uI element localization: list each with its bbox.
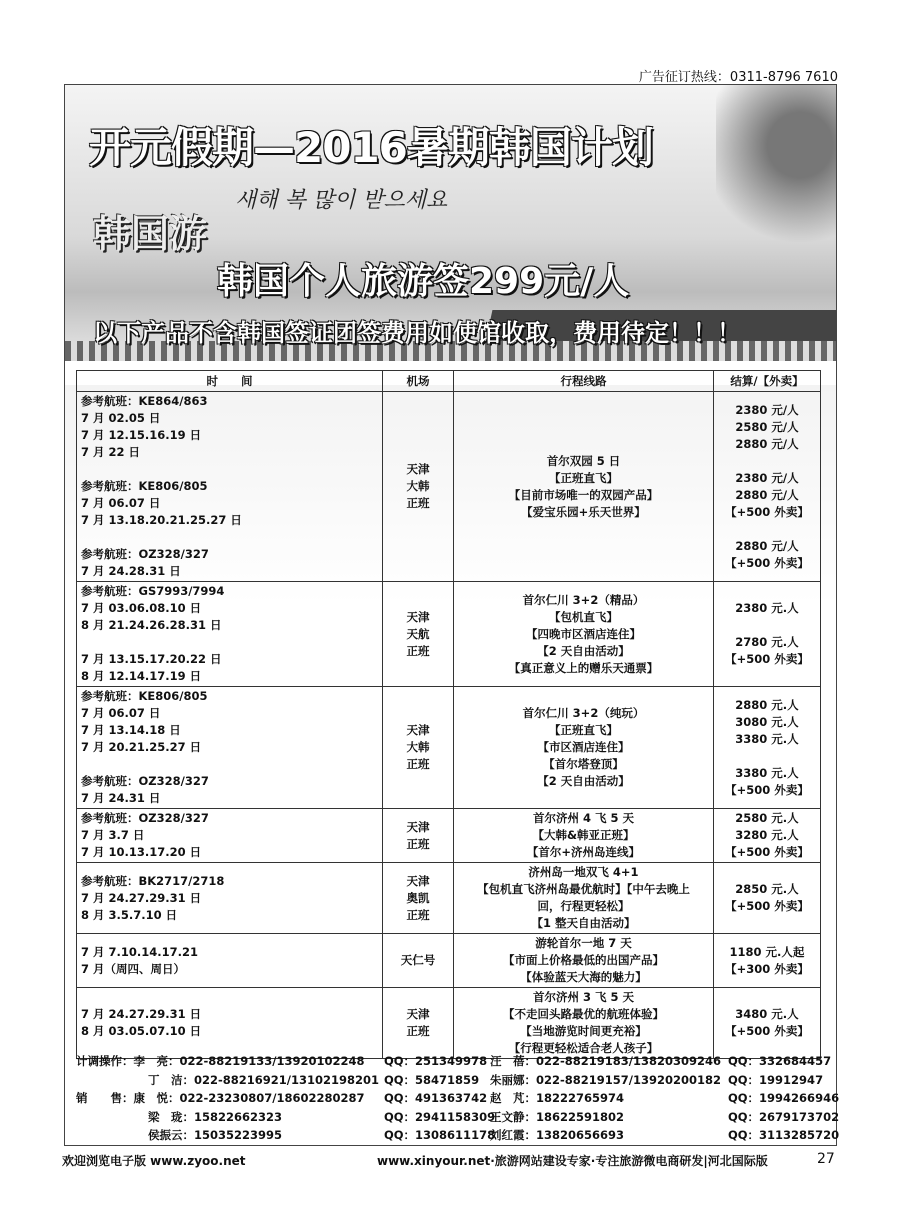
footer-sponsor-link[interactable]: www.xinyour.net·旅游网站建设专家·专注旅游微电商研发|河北国际版 xyxy=(377,1154,768,1168)
price xyxy=(714,988,821,1059)
airport-airline-line: 大韩 xyxy=(406,740,430,754)
contact-row xyxy=(76,1089,840,1108)
airport-airline xyxy=(383,863,454,934)
itinerary-line: 首尔济州 4 飞 5 天 xyxy=(532,811,635,825)
airport-airline xyxy=(383,687,454,809)
departure-dates-line: 7 月 12.15.16.19 日 xyxy=(81,428,202,442)
price-line: 2880 元/人 xyxy=(735,487,799,502)
departure-dates xyxy=(77,582,383,687)
departure-dates-line: 参考航班：GS7993/7994 xyxy=(81,584,225,598)
korean-greeting: 새해 복 많이 받으세요 xyxy=(235,188,448,213)
tour-schedule-table xyxy=(76,370,821,1059)
price-line: 3480 元.人 xyxy=(735,1007,799,1021)
itinerary-line: 【正班直飞】 xyxy=(549,470,618,485)
departure-dates xyxy=(77,934,383,988)
contact-row xyxy=(76,1126,840,1145)
itinerary-line: 【1 整天自由活动】 xyxy=(531,916,636,930)
airport-airline xyxy=(383,582,454,687)
contact-name-phone: 朱丽娜：022-88219157/13920200182 xyxy=(490,1072,722,1087)
contact-name-phone: 丁 洁：022-88216921/13102198201 xyxy=(148,1072,380,1087)
table-row xyxy=(77,863,821,934)
departure-dates-line: 7 月 3.7 日 xyxy=(81,828,145,842)
itinerary-line: 【市面上价格最低的出国产品】 xyxy=(503,953,664,967)
departure-dates-line: 7 月（周四、周日） xyxy=(81,961,186,976)
departure-dates xyxy=(77,988,383,1059)
table-row xyxy=(77,392,821,582)
departure-dates-line: 8 月 12.14.17.19 日 xyxy=(81,669,202,683)
airport-airline xyxy=(383,934,454,988)
price-line: 2850 元.人 xyxy=(735,882,799,896)
itinerary-line: 游轮首尔一地 7 天 xyxy=(535,936,632,950)
itinerary-line: 回，行程更轻松】 xyxy=(537,899,630,913)
itinerary-line: 【爱宝乐园+乐天世界】 xyxy=(521,504,646,519)
airport-airline-line: 正班 xyxy=(406,496,430,510)
departure-dates xyxy=(77,809,383,863)
itinerary-line: 【2 天自由活动】 xyxy=(537,774,630,788)
price-line: 【+500 外卖】 xyxy=(725,1024,809,1038)
airport-airline-line: 正班 xyxy=(406,836,430,851)
price xyxy=(714,582,821,687)
contact-list xyxy=(76,1052,840,1145)
table-row xyxy=(77,687,821,809)
table-header-row xyxy=(77,371,821,392)
airport-airline xyxy=(383,988,454,1059)
contact-name-phone: 王文静：18622591802 xyxy=(490,1109,625,1124)
price xyxy=(714,863,821,934)
page-number: 27 xyxy=(817,1151,835,1167)
col-header-airport: 机场 xyxy=(383,371,454,392)
price-line xyxy=(718,617,816,634)
departure-dates-line: 7 月 24.27.29.31 日 xyxy=(81,890,202,905)
contact-name-phone: 侯振云：15035223995 xyxy=(148,1128,283,1142)
itinerary-line: 【市区酒店连住】 xyxy=(537,740,630,754)
itinerary-line: 【正班直飞】 xyxy=(549,723,618,737)
departure-dates-line: 参考航班：OZ328/327 xyxy=(81,547,209,561)
departure-dates-line: 参考航班：KE806/805 xyxy=(81,689,208,703)
departure-dates-line xyxy=(81,461,378,478)
contact-qq: QQ：1994266946 xyxy=(728,1091,840,1105)
departure-dates-line: 7 月 24.28.31 日 xyxy=(81,564,181,578)
airport-airline-line: 正班 xyxy=(406,1024,430,1038)
itinerary xyxy=(454,988,714,1059)
departure-dates-line: 7 月 13.15.17.20.22 日 xyxy=(81,652,222,666)
departure-dates-line: 7 月 13.14.18 日 xyxy=(81,723,181,737)
price-line: 【+500 外卖】 xyxy=(725,652,809,666)
price-line: 【+500 外卖】 xyxy=(725,555,809,570)
departure-dates-line: 7 月 13.18.20.21.25.27 日 xyxy=(81,513,242,527)
airport-airline xyxy=(383,809,454,863)
airport-airline-line: 天津 xyxy=(406,462,430,476)
itinerary-line: 【四晚市区酒店连住】 xyxy=(526,626,641,641)
price xyxy=(714,392,821,582)
departure-dates-line xyxy=(81,529,378,546)
departure-dates-line: 7 月 03.06.08.10 日 xyxy=(81,601,202,615)
price-line: 3380 元.人 xyxy=(735,765,799,780)
price-line: 2880 元/人 xyxy=(735,538,799,553)
price-line xyxy=(718,453,816,470)
col-header-route: 行程线路 xyxy=(454,371,714,392)
price-line: 【+500 外卖】 xyxy=(725,899,809,913)
page-title: 开元假期—2016暑期韩国计划 xyxy=(89,123,653,172)
contact-qq: QQ：3113285720 xyxy=(728,1128,840,1142)
itinerary xyxy=(454,582,714,687)
itinerary-line: 【2 天自由活动】 xyxy=(537,643,630,658)
table-row xyxy=(77,809,821,863)
itinerary xyxy=(454,934,714,988)
contact-qq: QQ：1308611178 xyxy=(384,1128,496,1142)
itinerary-line: 【首尔+济州岛连线】 xyxy=(526,845,641,859)
price-line: 1180 元.人起 xyxy=(729,944,805,959)
table-row xyxy=(77,934,821,988)
price-line: 3080 元.人 xyxy=(735,714,799,729)
departure-dates-line: 7 月 06.07 日 xyxy=(81,496,161,510)
airport-airline-line: 天津 xyxy=(406,819,430,834)
departure-dates-line: 7 月 10.13.17.20 日 xyxy=(81,845,202,859)
price-line: 2580 元/人 xyxy=(735,419,799,434)
contact-name-phone: 销 售：康 悦：022-23230807/18602280287 xyxy=(76,1091,365,1105)
airport-airline-line: 天仁号 xyxy=(400,953,436,967)
airport-airline xyxy=(383,392,454,582)
airport-airline-line: 天津 xyxy=(406,873,430,888)
blossom-tree-image xyxy=(716,85,836,285)
price-line: 2380 元/人 xyxy=(735,402,799,417)
itinerary xyxy=(454,392,714,582)
price-line: 【+500 外卖】 xyxy=(725,782,809,797)
itinerary-line: 【目前市场唯一的双园产品】 xyxy=(508,487,659,502)
contact-name-phone: 梁 珑：15822662323 xyxy=(148,1109,283,1124)
airport-airline-line: 正班 xyxy=(406,907,430,922)
departure-dates-line: 7 月 24.31 日 xyxy=(81,791,161,805)
itinerary-line: 【大韩&韩亚正班】 xyxy=(532,828,635,842)
airport-airline-line: 大韩 xyxy=(406,479,430,493)
contact-row xyxy=(76,1052,832,1071)
airport-airline-line: 天津 xyxy=(406,1007,430,1021)
price-line: 【+500 外卖】 xyxy=(725,845,809,859)
departure-dates-line: 8 月 3.5.7.10 日 xyxy=(81,907,178,922)
contact-name-phone: 汪 蓓：022-88219183/13820309246 xyxy=(490,1054,722,1068)
itinerary-line: 【体验蓝天大海的魅力】 xyxy=(520,970,647,984)
departure-dates-line: 8 月 21.24.26.28.31 日 xyxy=(81,618,222,632)
departure-dates-line: 7 月 7.10.14.17.21 xyxy=(81,944,198,959)
price-line: 2780 元.人 xyxy=(735,635,799,649)
itinerary-line: 首尔仁川 3+2（纯玩） xyxy=(522,706,645,720)
ad-hotline: 广告征订热线：0311-8796 7610 xyxy=(638,70,838,85)
itinerary-line: 首尔仁川 3+2（精品） xyxy=(522,592,645,607)
price xyxy=(714,809,821,863)
itinerary-line: 【包机直飞】 xyxy=(549,609,618,624)
departure-dates-line: 7 月 02.05 日 xyxy=(81,411,161,425)
contact-row xyxy=(76,1071,826,1090)
contact-qq: QQ：2679173702 xyxy=(728,1109,840,1124)
departure-dates-line: 参考航班：KE806/805 xyxy=(81,479,208,493)
departure-dates xyxy=(77,392,383,582)
itinerary-line: 【当地游览时间更充裕】 xyxy=(520,1024,647,1038)
price-line: 2380 元.人 xyxy=(735,601,799,615)
contact-qq: QQ：58471859 xyxy=(384,1072,480,1087)
table-row xyxy=(77,582,821,687)
itinerary-line: 济州岛一地双飞 4+1 xyxy=(528,865,639,879)
itinerary-line: 首尔济州 3 飞 5 天 xyxy=(532,990,635,1004)
departure-dates-line: 7 月 06.07 日 xyxy=(81,706,161,720)
departure-dates-line: 8 月 03.05.07.10 日 xyxy=(81,1024,202,1038)
contact-name-phone: 计调操作：李 亮：022-88219133/13920102248 xyxy=(76,1054,365,1068)
itinerary-line: 【真正意义上的赠乐天通票】 xyxy=(508,660,659,675)
price-line: 2380 元/人 xyxy=(735,470,799,485)
departure-dates-line xyxy=(81,756,378,773)
itinerary-line: 【包机直飞济州岛最优航时】【中午去晚上 xyxy=(477,882,690,896)
col-header-time: 时 间 xyxy=(77,371,383,392)
contact-name-phone: 赵 芃：18222765974 xyxy=(490,1091,625,1105)
visa-price-headline: 韩国个人旅游签299元/人 xyxy=(217,261,630,302)
price-line: 3380 元.人 xyxy=(735,731,799,746)
price-line: 2880 元.人 xyxy=(735,697,799,712)
itinerary xyxy=(454,687,714,809)
airport-airline-line: 正班 xyxy=(406,643,430,658)
itinerary xyxy=(454,863,714,934)
contact-qq: QQ：19912947 xyxy=(728,1072,824,1087)
contact-qq: QQ：2941158309 xyxy=(384,1109,496,1124)
contact-qq: QQ：491363742 xyxy=(384,1091,488,1105)
contact-qq: QQ：251349978 xyxy=(384,1054,488,1068)
footer-website-link[interactable]: 欢迎浏览电子版 www.zyoo.net xyxy=(62,1154,246,1168)
visa-fee-notice: 以下产品不含韩国签证团签费用如使馆收取，费用待定！！！ xyxy=(93,319,741,347)
departure-dates-line: 参考航班：KE864/863 xyxy=(81,394,208,408)
airport-airline-line: 奥凯 xyxy=(406,890,430,905)
price-line: 2580 元.人 xyxy=(735,811,799,825)
airport-airline-line: 天津 xyxy=(406,723,430,737)
itinerary-line: 【首尔塔登顶】 xyxy=(543,757,624,771)
korea-tour-heading: 韩国游 xyxy=(93,212,208,256)
contact-name-phone: 刘红霞：13820656693 xyxy=(490,1128,625,1142)
airport-airline-line: 正班 xyxy=(406,757,430,771)
table-row xyxy=(77,988,821,1059)
departure-dates-line: 7 月 22 日 xyxy=(81,445,141,459)
departure-dates-line: 参考航班：OZ328/327 xyxy=(81,774,209,788)
departure-dates-line: 参考航班：OZ328/327 xyxy=(81,811,209,825)
departure-dates xyxy=(77,687,383,809)
price-line xyxy=(718,748,816,765)
col-header-price: 结算/【外卖】 xyxy=(714,371,821,392)
itinerary xyxy=(454,809,714,863)
itinerary-line: 【不走回头路最优的航班体验】 xyxy=(503,1007,664,1021)
price-line: 3280 元.人 xyxy=(735,828,799,842)
price-line: 【+500 外卖】 xyxy=(725,504,809,519)
departure-dates-line: 7 月 24.27.29.31 日 xyxy=(81,1007,202,1021)
departure-dates-line xyxy=(81,634,378,651)
departure-dates xyxy=(77,863,383,934)
banner xyxy=(65,85,836,361)
price-line: 2880 元/人 xyxy=(735,436,799,451)
departure-dates-line: 7 月 20.21.25.27 日 xyxy=(81,740,202,754)
airport-airline-line: 天津 xyxy=(406,609,430,624)
price-line: 【+300 外卖】 xyxy=(725,961,809,976)
contact-row xyxy=(76,1108,840,1127)
airport-airline-line: 天航 xyxy=(406,626,430,641)
price xyxy=(714,687,821,809)
contact-qq: QQ：332684457 xyxy=(728,1054,832,1068)
price xyxy=(714,934,821,988)
itinerary-line: 【行程更轻松适合老人孩子】 xyxy=(508,1041,659,1055)
itinerary-line: 首尔双园 5 日 xyxy=(546,453,621,468)
price-line xyxy=(718,521,816,538)
departure-dates-line: 参考航班：BK2717/2718 xyxy=(81,873,225,888)
